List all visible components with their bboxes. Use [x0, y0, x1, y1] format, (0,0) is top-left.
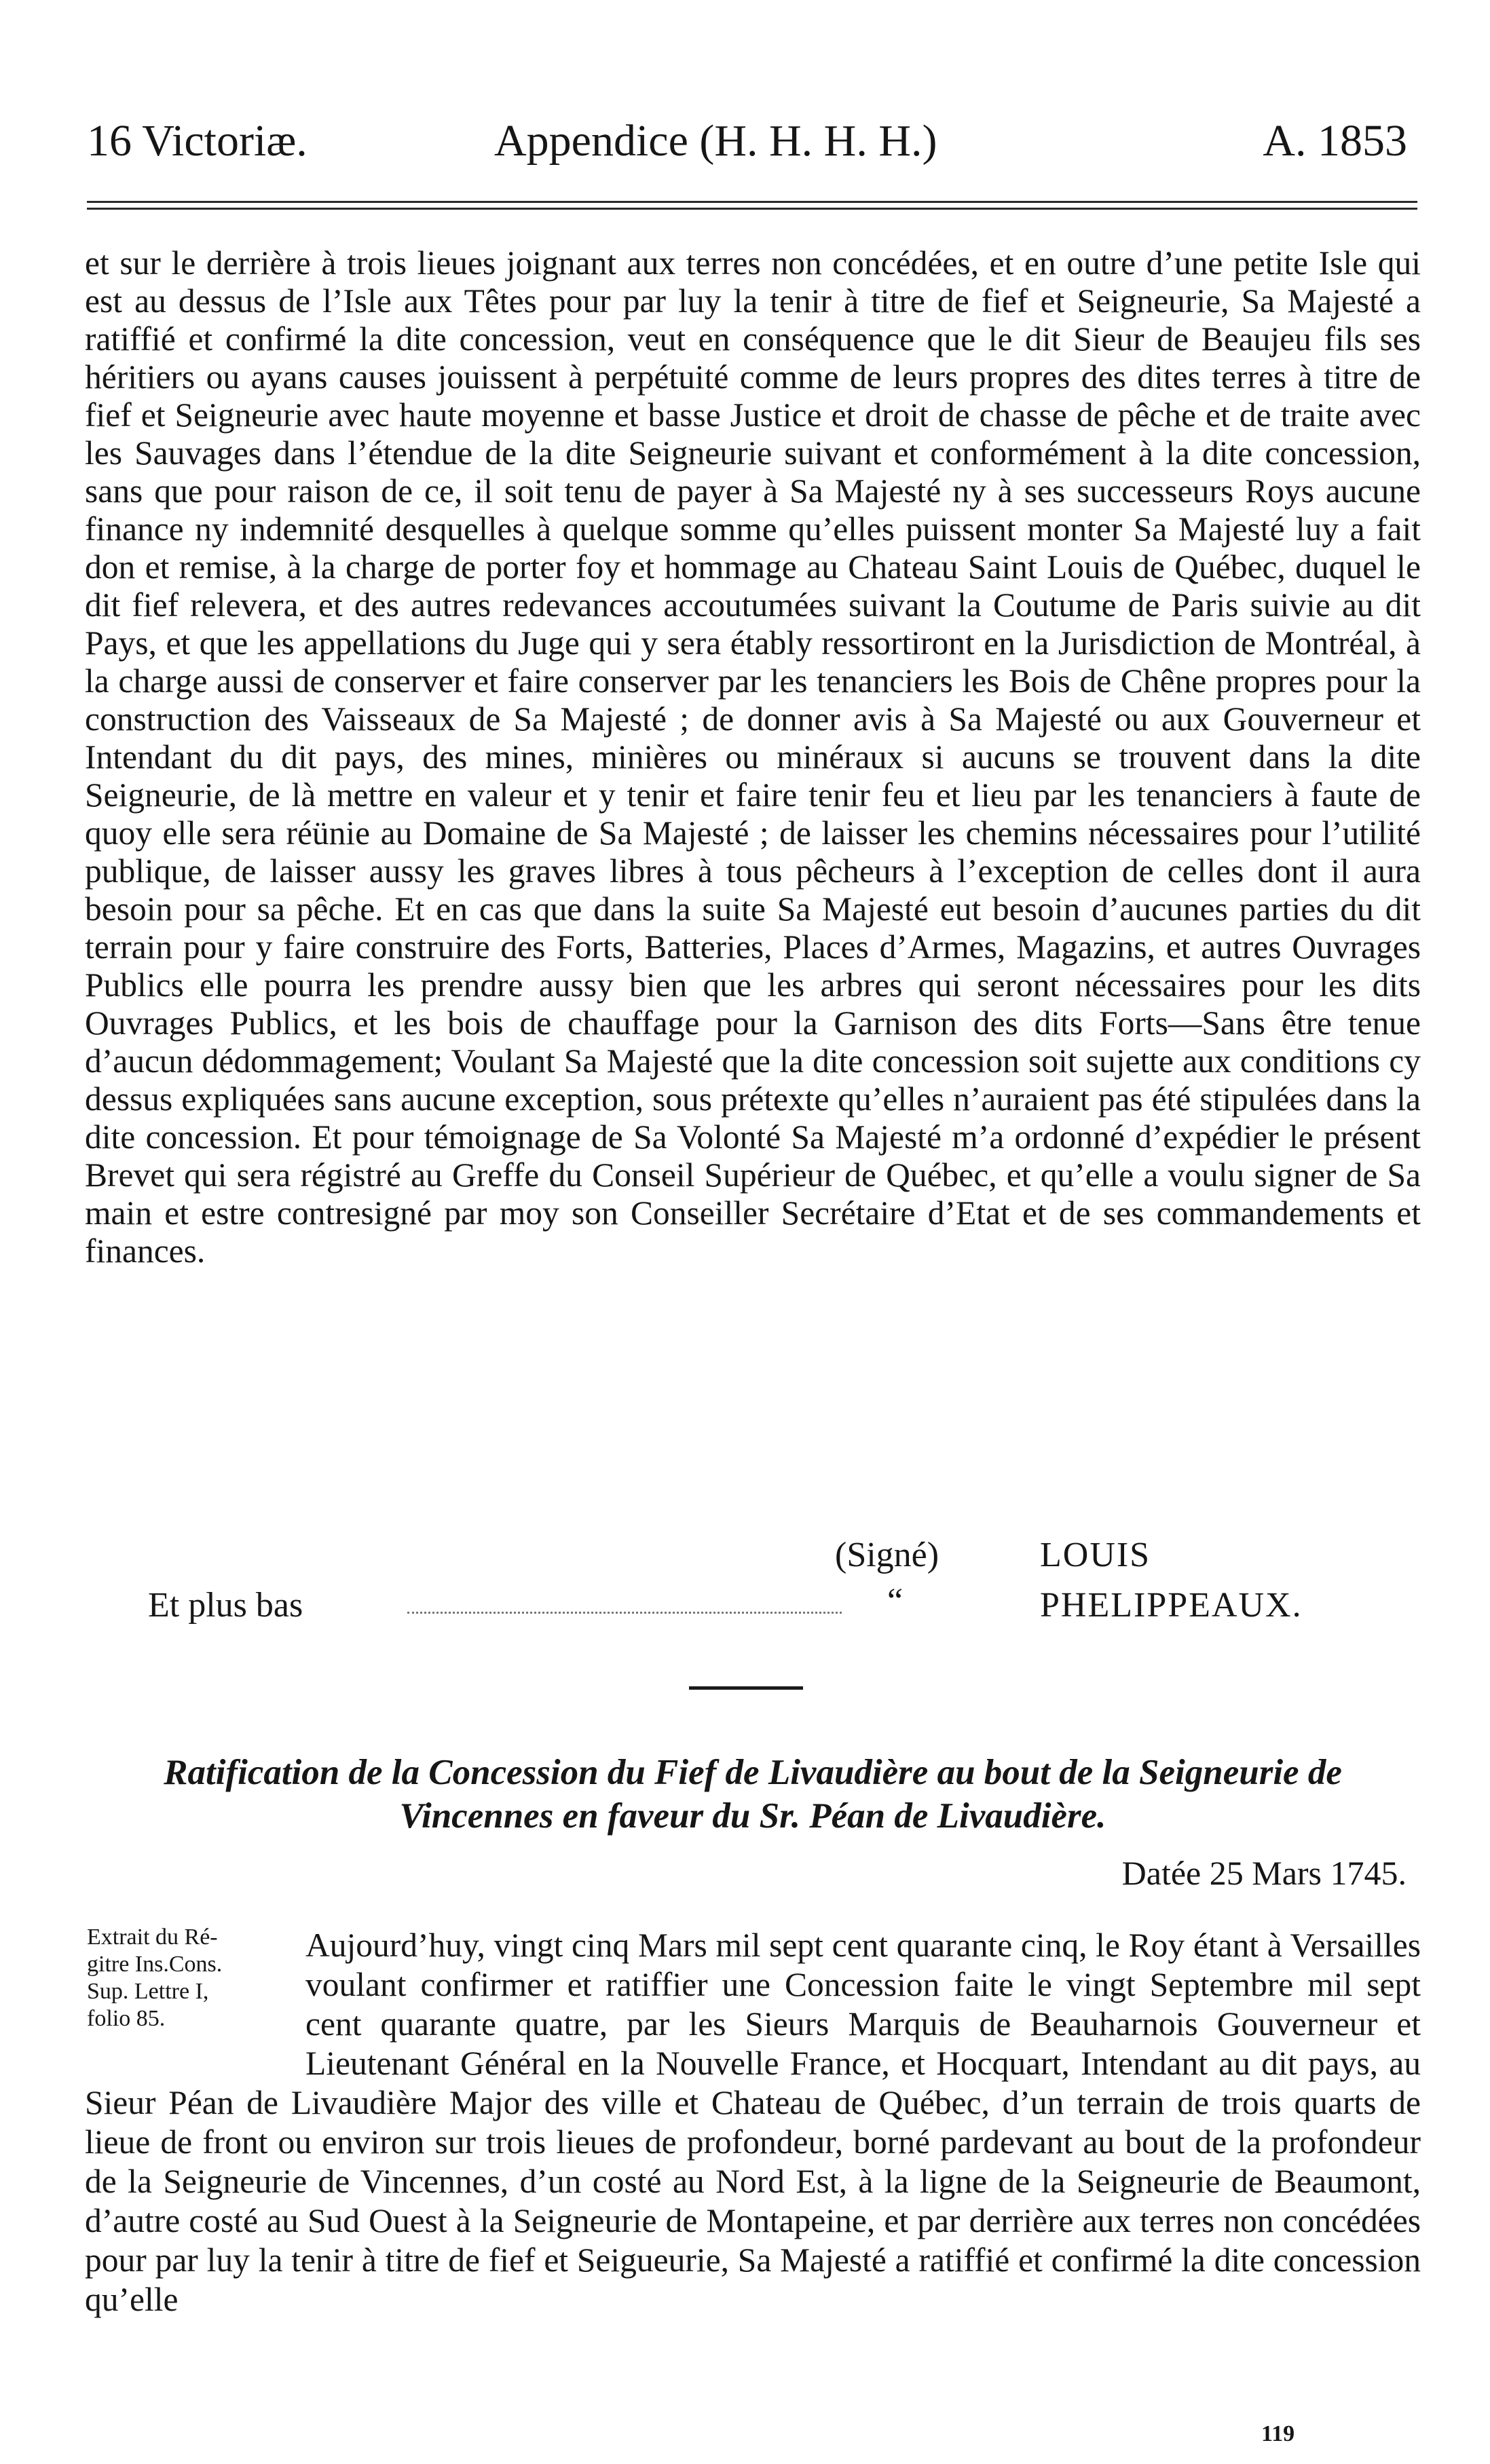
section-title: Ratification de la Concession du Fief de Livaudière au bout de la Seigneurie de Vincennes en faveur du Sr. Péan de Livaudière.	[164, 1753, 1342, 1836]
brevet-body	[85, 244, 1421, 1270]
header-year: A. 1853	[1263, 116, 1407, 166]
margin-note-line: Extrait du Ré-	[87, 1925, 218, 1950]
margin-note-line: gitre Ins.Cons.	[87, 1952, 223, 1977]
dotted-leader	[407, 1612, 842, 1614]
page-header	[87, 107, 1407, 175]
header-rule-bottom	[87, 208, 1417, 210]
section-divider	[689, 1686, 803, 1690]
ratification-paragraph: Aujourd’huy, vingt cinq Mars mil sept cent quarante cinq, le Roy étant à Versailles voulant confirmer et ratiffier une Concession faite le vingt Septembre mil sept cent quarante quatre, par les Sieurs Marquis de Beauharnois Gouverneur et Lieutenant Général en la Nouvelle France, et Hocquart, Intendant au dit pays, au Sieur Péan de Livaudière Major des ville et Chateau de Québec, d’un terrain de trois quarts de lieue de front ou environ sur trois lieues de profondeur, borné pardevant au bout de la profondeur de la Seigneurie de Vincennes, d’un costé au Nord Est, à la ligne de la Seigneurie de Beaumont, d’autre costé au Sud Ouest à la Seigneurie de Montapeine, et par derrière aux terres non concédées pour par luy la tenir à titre de fief et Seigueurie, Sa Majesté a ratiffié et confirmé la dite concession qu’elle	[85, 1927, 1421, 2318]
signature-louis: LOUIS	[1040, 1536, 1151, 1574]
header-session: 16 Victoriæ.	[87, 116, 308, 166]
signature-et-plus-bas: Et plus bas	[148, 1586, 303, 1625]
signature-signe: (Signé)	[835, 1536, 939, 1574]
header-rule-top	[87, 201, 1417, 203]
margin-note-line: folio 85.	[87, 2006, 166, 2031]
page-number: 119	[1261, 2421, 1295, 2446]
header-appendix: Appendice (H. H. H. H.)	[494, 116, 937, 166]
brevet-paragraph: et sur le derrière à trois lieues joignant aux terres non concédées, et en outre d’une petite Isle qui est au dessus de l’Isle aux Têtes pour par luy la tenir à titre de fief et Seigneurie, Sa Majesté a ratiffié et confirmé la dite concession, veut en conséquence que le dit Sieur de Beaujeu fils ses héritiers ou ayans causes jouissent à perpétuité comme de leurs propres des dites terres à titre de fief et Seigneurie avec haute moyenne et basse Justice et droit de chasse de pêche et de traite avec les Sauvages dans l’étendue de la dite Seigneurie suivant et conformément à la dite concession, sans que pour raison de ce, il soit tenu de payer à Sa Majesté ny à ses successeurs Roys aucune finance ny indemnité desquelles à quelque somme qu’elles puissent monter Sa Majesté luy a fait don et remise, à la charge de porter foy et hommage au Chateau Saint Louis de Québec, duquel le dit fief relevera, et des autres redevances accoutumées suivant la Coutume de Paris suivie au dit Pays, et que les appellations du Juge qui y sera étably ressortiront en la Jurisdiction de Montréal, à la charge aussi de conserver et faire conserver par les tenanciers les Bois de Chêne propres pour la construction des Vaisseaux de Sa Majesté ; de donner avis à Sa Majesté ou aux Gouverneur et Intendant du dit pays, des mines, minières ou minéraux si aucuns se trouvent dans la dite Seigneurie, de là mettre en valeur et y tenir et faire tenir feu et lieu par les tenanciers à faute de quoy elle sera réünie au Domaine de Sa Majesté ; de laisser les chemins nécessaires pour l’utilité publique, de laisser aussy les graves libres à tous pêcheurs à l’exception de celles dont il aura besoin pour sa pêche. Et en cas que dans la suite Sa Majesté eut besoin d’aucunes parties du dit terrain pour y faire construire des Forts, Batteries, Places d’Armes, Magazins, et autres Ouvrages Publics elle pourra les prendre aussy bien que les arbres qui seront nécessaires pour les dits Ouvrages Publics, et les bois de chauffage pour la Garnison des dits Forts—Sans être tenue d’aucun dédommagement; Voulant Sa Majesté que la dite concession soit sujette aux conditions cy dessus expliquées sans aucune exception, sous prétexte qu’elles n’auraient pas été stipulées dans la dite concession. Et pour témoignage de Sa Volonté Sa Majesté m’a ordonné d’expédier le présent Brevet qui sera régistré au Greffe du Conseil Supérieur de Québec, et qu’elle a voulu signer de Sa main et estre contresigné par moy son Conseiller Secrétaire d’Etat et de ses commandements et finances.	[85, 244, 1421, 1270]
signature-ditto-mark: “	[887, 1582, 904, 1620]
signature-phelippeaux: PHELIPPEAUX.	[1040, 1586, 1303, 1625]
date-line: Datée 25 Mars 1745.	[1121, 1854, 1407, 1892]
margin-note-line: Sup. Lettre I,	[87, 1979, 209, 2004]
